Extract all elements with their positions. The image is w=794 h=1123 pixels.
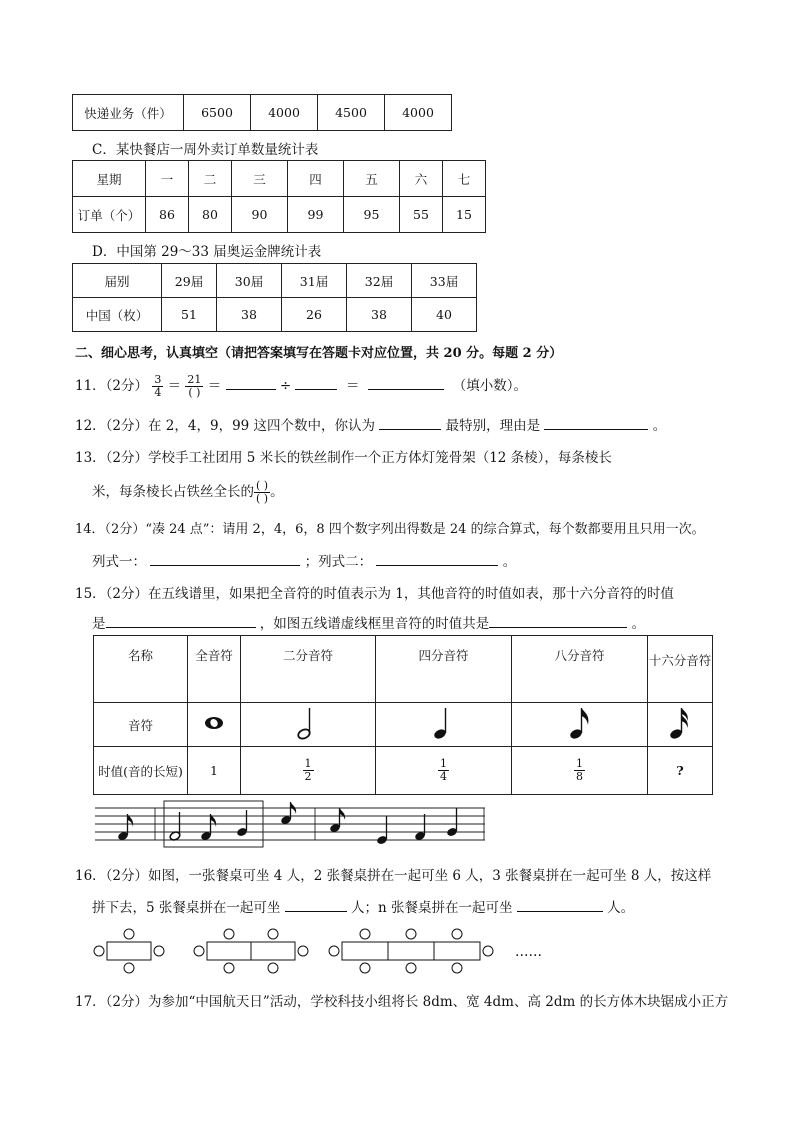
dining-tables-diagram (90, 928, 490, 974)
table-b-cell: 4500 (318, 95, 385, 131)
eighth-note-icon (329, 808, 345, 833)
question-12: 12．（2分）在 2，4，9，99 这四个数中，你认为 最特别，理由是 。 (75, 418, 667, 434)
q14-blank-2[interactable] (376, 552, 498, 566)
question-15-line1: 15．（2分）在五线谱里，如果把全音符的时值表示为 1，其他音符的时值如表，那十六分音符的时值 (75, 586, 674, 602)
table-c-header: 三 (232, 161, 288, 197)
table-d-header: 29届 (162, 264, 217, 298)
q11-blank-1[interactable] (226, 376, 276, 390)
half-note-icon (241, 703, 376, 747)
quarter-note-icon (414, 814, 426, 841)
section-heading: 二、细心思考，认真填空（请把答案填写在答题卡对应位置，共 20 分。每题 2 分） (75, 346, 563, 361)
q15-blank-1[interactable] (106, 614, 256, 628)
table-d-cell: 中国（枚） (73, 298, 162, 332)
question-13-line1: 13．（2分）学校手工社团用 5 米长的铁丝制作一个正方体灯笼骨架（12 条棱），每条棱长 (75, 450, 612, 466)
table-d-cell: 38 (347, 298, 412, 332)
question-16-line1: 16．（2分）如图，一张餐桌可坐 4 人，2 张餐桌拼在一起可坐 6 人，3 张餐桌拼在一起可坐 8 人，按这样 (75, 868, 712, 884)
table-d-cell: 38 (217, 298, 282, 332)
table-c-cell: 订单（个） (73, 197, 146, 233)
eighth-note-icon (200, 814, 216, 841)
q11-blank-2[interactable] (295, 376, 337, 390)
q11-fraction-1: $\frac{3}{4}$ (154, 373, 162, 399)
q13-fraction: $\frac{( )}{( )}$ (256, 479, 269, 505)
table-d-header: 33届 (412, 264, 477, 298)
note-table-header: 八分音符 (512, 636, 648, 703)
note-table-header: 四分音符 (376, 636, 512, 703)
table-b-cell: 4000 (385, 95, 452, 131)
note-value: $\frac{1}{8}$ (512, 747, 648, 795)
quarter-note-icon (376, 816, 388, 845)
table-c-cell: 99 (288, 197, 344, 233)
table-c-cell: 80 (189, 197, 232, 233)
music-staff (90, 800, 490, 850)
eighth-note-icon (512, 703, 648, 747)
note-table-header: 十六分音符 (648, 636, 713, 703)
table-d-cell: 26 (282, 298, 347, 332)
q16-blank-1[interactable] (285, 898, 347, 912)
q11-blank-3[interactable] (368, 376, 444, 390)
note-table-label: 时值(音的长短) (94, 747, 188, 795)
note-value: 1 (188, 747, 241, 795)
question-14-line2: 列式一： ；列式二： 。 (92, 554, 517, 570)
table-c-title: C．某快餐店一周外卖订单数量统计表 (92, 142, 319, 158)
table-d-header: 31届 (282, 264, 347, 298)
table-c (72, 160, 486, 233)
question-15-line2: 是 ，如图五线谱虚线框里音符的时值共是 。 (92, 616, 646, 632)
note-table-header: 名称 (94, 636, 188, 703)
quarter-note-icon (446, 808, 458, 837)
table-c-header: 六 (400, 161, 443, 197)
table-c-header: 二 (189, 161, 232, 197)
quarter-note-icon (376, 703, 512, 747)
question-16-line2: 拼下去，5 张餐桌拼在一起可坐 人；n 张餐桌拼在一起可坐 人。 (92, 900, 635, 916)
question-17-line1: 17．（2分）为参加“中国航天日”活动，学校科技小组将长 8dm、宽 4dm、高 2dm 的长方体木块锯成小正方 (75, 994, 729, 1010)
table-b-cell: 4000 (251, 95, 318, 131)
note-table-header: 二分音符 (241, 636, 376, 703)
q11-prefix: 11．（2分） (75, 378, 149, 394)
whole-note-icon (188, 703, 241, 747)
table-c-cell: 90 (232, 197, 288, 233)
table-c-header: 星期 (73, 161, 146, 197)
table-c-cell: 95 (344, 197, 400, 233)
note-value-table (93, 635, 713, 795)
table-d-cell: 40 (412, 298, 477, 332)
table-c-header: 七 (443, 161, 486, 197)
note-value-unknown: ? (648, 747, 713, 795)
table-c-header: 四 (288, 161, 344, 197)
note-value: $\frac{1}{4}$ (376, 747, 512, 795)
q16-blank-2[interactable] (517, 898, 603, 912)
sixteenth-note-icon (648, 703, 713, 747)
table-b-cell: 快递业务（件） (73, 95, 184, 131)
table-c-cell: 55 (400, 197, 443, 233)
question-11: 11．（2分） $\frac{3}{4}$ ＝ $\frac{21}{( )}$ ＝ ÷ ＝ （填小数）。 (75, 373, 527, 399)
q12-blank-2[interactable] (544, 416, 648, 430)
note-value: $\frac{1}{2}$ (241, 747, 376, 795)
eighth-note-icon (117, 814, 133, 841)
table-d-header: 30届 (217, 264, 282, 298)
note-table-header: 全音符 (188, 636, 241, 703)
seat-circle-icon (480, 943, 498, 961)
eighth-note-icon (280, 802, 296, 825)
table-b-cell: 6500 (184, 95, 251, 131)
note-table-label: 音符 (94, 703, 188, 747)
table-c-cell: 15 (443, 197, 486, 233)
q12-blank-1[interactable] (379, 416, 441, 430)
table-c-cell: 86 (146, 197, 189, 233)
question-13-line2: 米，每条棱长占铁丝全长的 $\frac{( )}{( )}$ 。 (92, 479, 284, 505)
q14-blank-1[interactable] (150, 552, 300, 566)
ellipsis: …… (515, 944, 542, 960)
table-b (72, 94, 452, 131)
table-d (72, 263, 477, 332)
q11-fraction-2: $\frac{21}{( )}$ (187, 373, 202, 399)
q15-blank-2[interactable] (489, 614, 627, 628)
question-14-line1: 14．（2分）“凑 24 点”：请用 2，4，6，8 四个数字列出得数是 24 的综合算式，每个数都要用且只用一次。 (75, 522, 705, 537)
table-d-header: 届别 (73, 264, 162, 298)
table-d-cell: 51 (162, 298, 217, 332)
table-d-header: 32届 (347, 264, 412, 298)
table-c-header: 一 (146, 161, 189, 197)
table-c-header: 五 (344, 161, 400, 197)
table-d-title: D．中国第 29～33 届奥运金牌统计表 (92, 244, 322, 260)
